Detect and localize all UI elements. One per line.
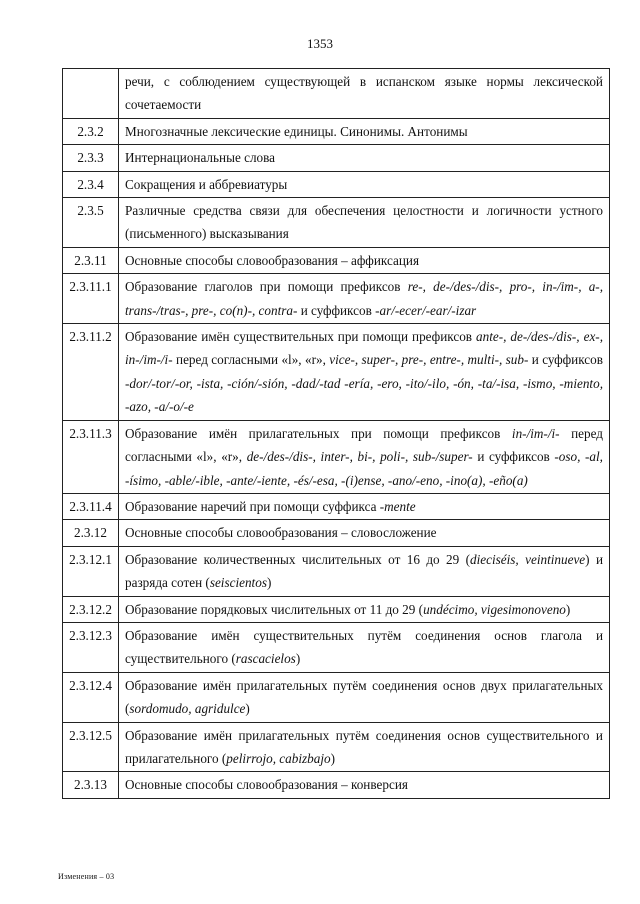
- description-italic-term: de-/des-/dis-, inter-, bi-, poli-, sub-/super-: [246, 449, 473, 465]
- row-number: 2.3.12.2: [63, 596, 119, 622]
- row-description: [119, 420, 610, 493]
- row-number: 2.3.12.4: [63, 672, 119, 722]
- table-row: [63, 324, 610, 421]
- row-number: 2.3.5: [63, 198, 119, 248]
- row-description: [119, 69, 610, 119]
- description-italic-term: ante-, de-/des-/dis-, ex-, in-/im-/i-: [125, 329, 603, 368]
- description-italic-term: -dor/-tor/-or, -ista, -ción/-sión, -dad/-tad -ería, -ero, -ito/-ilo, -ón, -ta/-isa, -ismo, -miento, -azo, -a/-o/-e: [125, 375, 603, 415]
- description-italic-term: vice-, super-, pre-, entre-, multi-, sub-: [329, 352, 529, 368]
- table-row: [63, 145, 610, 171]
- row-number: 2.3.11: [63, 247, 119, 273]
- description-italic-term: -ar/-ecer/-ear/-izar: [375, 302, 477, 318]
- row-number: 2.3.3: [63, 145, 119, 171]
- description-italic-term: seiscientos: [209, 575, 267, 591]
- description-text: Основные способы словообразования – словосложение: [125, 525, 437, 541]
- description-italic-term: re-, de-/des-/dis-, pro-, in-/im-, a-, trans-/tras-, pre-, co(n)-, contra-: [125, 279, 603, 318]
- description-text: Образование порядковых числительных от 11 до 29 (: [125, 601, 424, 617]
- table-row: [63, 420, 610, 493]
- description-text: Основные способы словообразования – аффиксация: [125, 252, 420, 268]
- description-italic-term: dieciséis, veintinueve: [470, 551, 586, 567]
- row-number: 2.3.11.1: [63, 274, 119, 324]
- description-text: Основные способы словообразования – конверсия: [125, 777, 408, 793]
- table-row: [63, 622, 610, 672]
- row-number: 2.3.12.1: [63, 546, 119, 596]
- description-text: Образование имён прилагательных при помощи префиксов: [125, 425, 512, 441]
- description-italic-term: in-/im-/i-: [511, 425, 560, 441]
- description-text: ): [330, 750, 335, 766]
- description-italic-term: undécimo, vigesimonoveno: [423, 601, 566, 617]
- description-text: ): [565, 601, 571, 617]
- table-row: [63, 171, 610, 197]
- footer-revision: Изменения – 03: [58, 872, 115, 881]
- row-description: [119, 171, 610, 197]
- table-row: [63, 198, 610, 248]
- description-text: перед согласными «l», «r»,: [125, 425, 603, 465]
- description-text: Многозначные лексические единицы. Синонимы. Антонимы: [125, 123, 468, 139]
- table-row: [63, 672, 610, 722]
- row-description: [119, 596, 610, 622]
- page-number: 1353: [307, 36, 333, 51]
- description-text: Образование наречий при помощи суффикса: [125, 498, 380, 514]
- row-number: 2.3.11.3: [63, 420, 119, 493]
- description-text: Образование глаголов при помощи префиксов: [125, 279, 408, 295]
- description-text: Интернациональные слова: [125, 150, 276, 166]
- row-number: 2.3.13: [63, 772, 119, 798]
- row-number: [63, 69, 119, 119]
- description-text: Образование имён прилагательных путём соединения основ существительного и прилагательного (: [125, 727, 603, 766]
- row-description: [119, 247, 610, 273]
- table-row: [63, 596, 610, 622]
- row-description: [119, 546, 610, 596]
- description-text: Сокращения и аббревиатуры: [125, 176, 288, 192]
- description-text: перед согласными «l», «r»,: [172, 352, 330, 368]
- row-number: 2.3.12.5: [63, 722, 119, 772]
- description-text: и суффиксов: [472, 449, 555, 465]
- row-number: 2.3.12: [63, 520, 119, 546]
- row-description: [119, 493, 610, 519]
- description-italic-term: -oso, -al, -ísimo, -able/-ible, -ante/-iente, -és/-esa, -(i)ense, -ano/-eno, -ino(a), -eño(a): [125, 449, 603, 488]
- description-text: ) и разряда сотен (: [125, 551, 604, 591]
- contents-table-body: [63, 69, 610, 799]
- table-row: [63, 247, 610, 273]
- description-text: и суффиксов: [528, 352, 603, 368]
- description-italic-term: -mente: [379, 498, 416, 514]
- contents-table: [62, 68, 610, 799]
- row-description: [119, 145, 610, 171]
- description-italic-term: rascacielos: [235, 651, 296, 667]
- description-text: Образование имён существительных при помощи префиксов: [125, 329, 477, 345]
- row-description: [119, 324, 610, 421]
- row-number: 2.3.12.3: [63, 622, 119, 672]
- row-description: [119, 772, 610, 798]
- row-number: 2.3.11.4: [63, 493, 119, 519]
- row-number: 2.3.11.2: [63, 324, 119, 421]
- description-text: ): [245, 701, 250, 717]
- description-text: Образование имён прилагательных путём соединения основ двух прилагательных (: [125, 677, 603, 717]
- row-number: 2.3.2: [63, 118, 119, 144]
- description-text: Образование количественных числительных от 16 до 29 (: [125, 551, 471, 567]
- row-description: [119, 118, 610, 144]
- row-description: [119, 672, 610, 722]
- description-text: речи, с соблюдением существующей в испанском языке нормы лексической сочетаемости: [125, 74, 603, 113]
- description-italic-term: sordomudo, agridulce: [129, 701, 246, 717]
- description-italic-term: pelirrojo, cabizbajo: [226, 750, 331, 766]
- table-row: [63, 722, 610, 772]
- table-row: [63, 118, 610, 144]
- row-description: [119, 722, 610, 772]
- row-description: [119, 198, 610, 248]
- table-row: [63, 772, 610, 798]
- table-row: [63, 493, 610, 519]
- table-row: [63, 274, 610, 324]
- description-text: Образование имён существительных путём соединения основ глагола и существительного (: [125, 627, 603, 667]
- row-number: 2.3.4: [63, 171, 119, 197]
- table-row: [63, 546, 610, 596]
- description-text: ): [266, 575, 272, 591]
- description-text: и суффиксов: [297, 302, 376, 318]
- row-description: [119, 274, 610, 324]
- table-row: [63, 69, 610, 119]
- row-description: [119, 622, 610, 672]
- description-text: Различные средства связи для обеспечения целостности и логичности устного (письменного) высказывания: [125, 203, 603, 242]
- table-row: [63, 520, 610, 546]
- row-description: [119, 520, 610, 546]
- description-text: ): [295, 651, 301, 667]
